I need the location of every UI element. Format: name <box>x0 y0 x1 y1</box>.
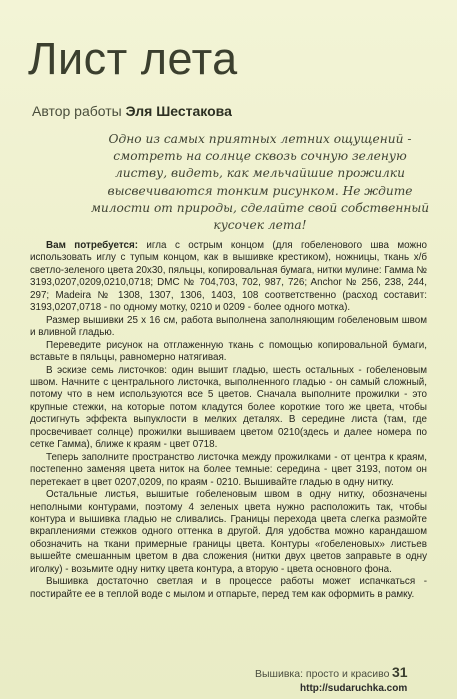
watermark-url: http://sudaruchka.com <box>300 683 408 694</box>
article-body <box>30 240 427 601</box>
transfer-paragraph: Переведите рисунок на отглаженную ткань с помощью копировальной бумаги, вставьте в пяльцы, равномерно натягивая. <box>30 339 427 364</box>
page-number: 31 <box>392 664 408 680</box>
materials-text: игла с острым концом (для гобеленового шва можно использовать иглу с тупым концом, как в вышивке крестиком), ножницы, ткань х/б светло-зеленого цвета 20x30, пяльцы, копировальная бумага, нитки мулине: Гамма № 3193,0207,0209,0210,0718; DMC № 704,703, 702, 987, 726; Anchor № 256, 238, 244, 297; Madeira № 1308, 1307, 1306, 1403, 108 соответственно (расход составит: 3193,0207,0718 - по одному мотку, 0210 и 0209 - более одного мотка). <box>30 240 427 314</box>
materials-paragraph <box>30 240 427 315</box>
article-title: Лист лета <box>28 33 238 84</box>
author-name: Эля Шестакова <box>125 103 232 119</box>
other-leaves-paragraph: Остальные листья, вышитые гобеленовым швом в одну нитку, обозначены неполными контурами, поэтому 4 зеленых цвета нужно расположить так, чтобы контура и вышивка гладью не сливались. Границы перехода цвета слегка размойте вкраплениями стежков одного оттенка в другой. Для удобства можно карандашом обозначить на ткани примерные границы цвета. Контуры «гобеленовых» листьев вышейте смешанным цветом в два сложения (нитки двух цветов заправьте в одну иголку) - возьмите одну нитку цвета контура, а вторую - цвета основного фона. <box>30 489 427 575</box>
materials-lead: Вам потребуется: <box>46 240 139 251</box>
magazine-name: Вышивка: просто и красиво <box>255 668 390 680</box>
washing-paragraph: Вышивка достаточно светлая и в процессе работы может испачкаться - постирайте ее в теплой воде с мылом и отпарьте, перед тем как оформить в рамку. <box>30 576 427 600</box>
author-prefix: Автор работы <box>32 103 122 119</box>
intro-quote: Одно из самых приятных летних ощущений - смотреть на солнце сквозь сочную зеленую листву, видеть, как мельчайшие прожилки высвечиваются тонким рисунком. Не ждите милости от природы, сделайте свой собственный кусочек лета! <box>90 132 430 233</box>
size-paragraph: Размер вышивки 25 x 16 см, работа выполнена заполняющим гобеленовым швом и вливной гладью. <box>30 314 427 339</box>
author-line <box>32 103 232 119</box>
fill-paragraph: Теперь заполните пространство листочка между прожилками - от центра к краям, постепенно заменяя цвета ниток на более темные: середина - цвет 3193, потом он перетекает в цвет 0207,0209, по краям - 0210. Вышивайте гладью в одну нитку. <box>30 451 427 488</box>
sketch-paragraph: В эскизе семь листочков: один вышит гладью, шесть остальных - гобеленовым швом. Начните с центрального листочка, выполненного гладью - он самый сложный, потому что в нем используются все 5 цветов. Сначала выполните прожилки - это крупные стежки, на которые потом кладутся более короткие того же цвета, чтобы достигнуть эффекта выпуклости в мелких деталях. В середине листа (там, где просвечивает солнце) прожилки вышиваем цветом 0210(здесь и далее номера по сетке Гамма), ближе к краям - цвет 0718. <box>30 364 427 451</box>
